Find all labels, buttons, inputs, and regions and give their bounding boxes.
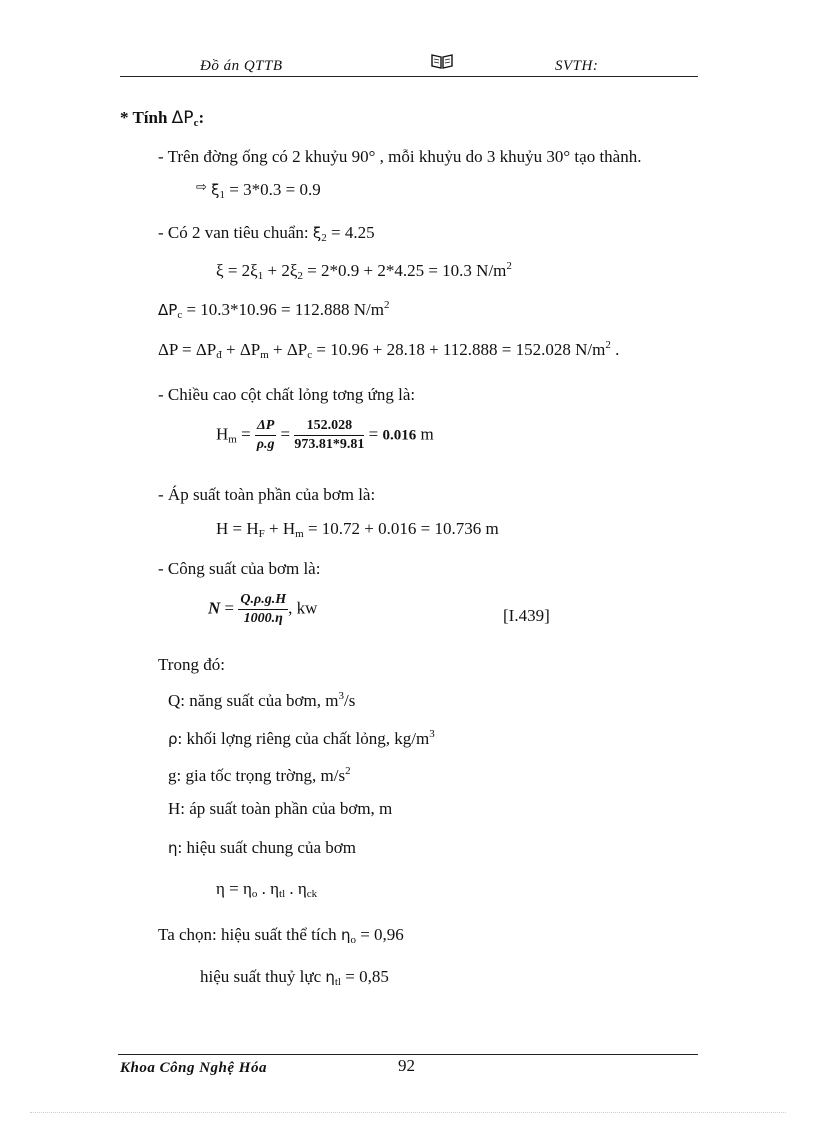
definition-rho: ρ: khối lợng riêng của chất lỏng, $kg/m^3$: [168, 728, 435, 748]
text-line: - Áp suất toàn phần của bơm là:: [158, 485, 376, 504]
text-line: - Có 2 van tiêu chuẩn: $\xi_2 = 4.25$: [158, 223, 375, 244]
text-line: - Công suất của bơm là:: [158, 559, 321, 578]
formula-hm: $H_m$ = $\frac{\Delta P}{\rho.g}$ = $\frac{152.028}{973.81*9.81}$ = 0.016 m: [216, 418, 434, 452]
arrow-right-icon: ⇨: [196, 180, 207, 195]
choose-eta-o: Ta chọn: hiệu suất thể tích $\eta_o = 0,96$: [158, 925, 404, 946]
text-line: - Trên đờng ống có 2 khuỷu 90° , mỗi khuỷu do 3 khuỷu 30° tạo thành.: [158, 147, 642, 166]
definition-h: H: áp suất toàn phần của bơm, m: [168, 799, 393, 818]
open-book-icon: [430, 52, 454, 75]
page-number: 92: [398, 1056, 415, 1075]
formula-dpc: $\Delta P_c = 10.3*10.96 = 112.888$ $N/m^2$: [158, 299, 390, 321]
formula-xi1: ⇨ $\xi_1 = 3*0.3 = 0.9$: [196, 180, 321, 201]
formula-power: N = $\frac{Q.\rho.g.H}{1000.\eta}$ , kw: [208, 592, 318, 626]
header-right: SVTH:: [555, 58, 599, 74]
header-left: Đồ án QTTB: [200, 58, 283, 74]
formula-xi: $\xi = 2\xi_1 + 2\xi_2 = 2*0.9 + 2*4.25 = 10.3$ $N/m^2$: [216, 260, 512, 282]
formula-dp-total: $\Delta P = \Delta P_đ + \Delta P_m + \Delta P_c = 10.96 + 28.18 + 112.888 = 152.028$ $N/m^2$ .: [158, 339, 620, 361]
formula-h: $H = H_F + H_m = 10.72 + 0.016 = 10.736$ m: [216, 519, 499, 540]
definition-eta: η: hiệu suất chung của bơm: [168, 838, 356, 857]
text-line: Trong đó:: [158, 655, 225, 674]
text-line: - Chiều cao cột chất lỏng tơng ứng là:: [158, 385, 416, 404]
definition-g: g: gia tốc trọng trờng, $m/s^2$: [168, 765, 351, 785]
definition-q: Q: năng suất của bơm, $m^3/s$: [168, 690, 356, 710]
page-bottom-divider: [30, 1112, 786, 1113]
reference-label: [I.439]: [503, 606, 550, 625]
section-title: * Tính $\Delta P_c$:: [120, 108, 205, 129]
header-rule: [120, 76, 698, 77]
formula-eta: $\eta = \eta_o$ . $\eta_{tl}$ . $\eta_{ck}$: [216, 879, 318, 900]
footer-left: Khoa Công Nghệ Hóa: [120, 1060, 267, 1076]
choose-eta-tl: hiệu suất thuỷ lực $\eta_{tl} = 0,85$: [200, 967, 389, 988]
footer-rule: [118, 1054, 698, 1055]
